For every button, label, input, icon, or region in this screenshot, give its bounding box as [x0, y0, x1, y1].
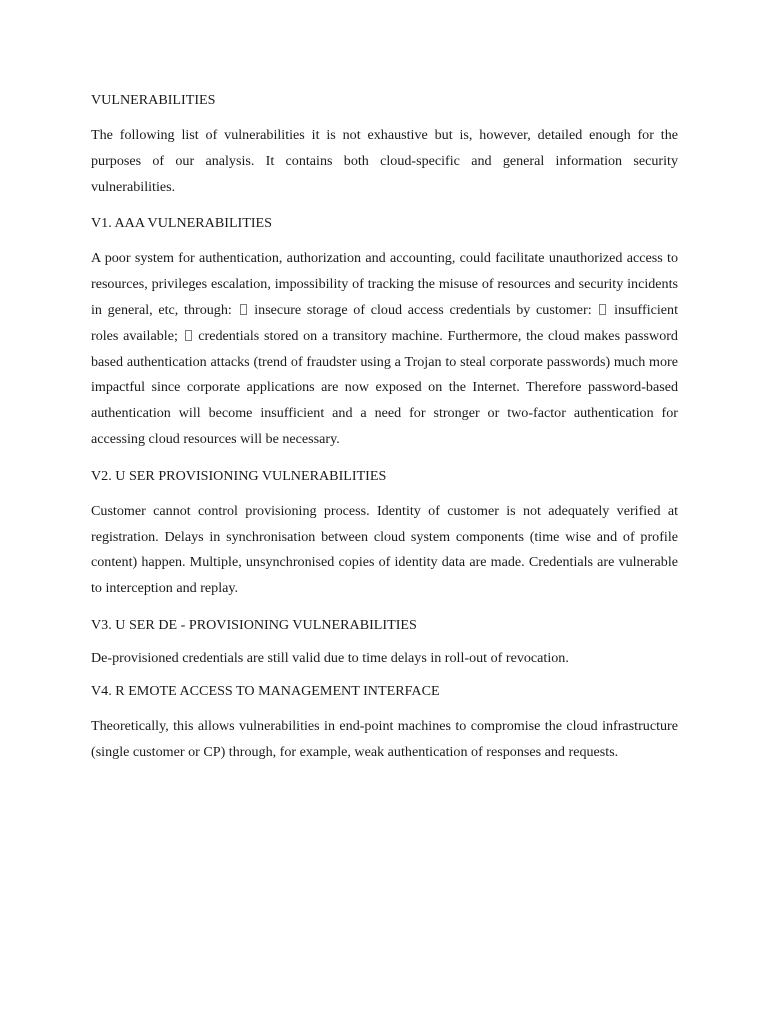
section-body-v1-intro: A poor system for authentication, authorization and accounting, could facilitate unauthorized access to resources, privileges escalation, impossibility of tracking the misuse of resources and security incidents in general, etc, through: [91, 250, 678, 318]
bullet-text-1: insecure storage of cloud access credentials by customer: [254, 301, 592, 318]
missing-glyph-icon [599, 304, 606, 315]
bullet-text-3: credentials stored on a transitory machine. [198, 327, 443, 344]
document-content [91, 90, 678, 779]
intro-paragraph: The following list of vulnerabilities it is not exhaustive but is, however, detailed enough for the purposes of our analysis. It contains both cloud-specific and general information security vulnerabilities. [91, 127, 678, 195]
section-heading-v3: V3. U SER DE - PROVISIONING VULNERABILITIES [91, 616, 417, 633]
section-heading-v4: V4. R EMOTE ACCESS TO MANAGEMENT INTERFACE [91, 682, 440, 699]
section-body-v3: De-provisioned credentials are still valid due to time delays in roll-out of revocation. [91, 649, 569, 666]
section-body-v1 [91, 246, 678, 452]
section-body-v1-conclusion: Furthermore, the cloud makes password based authentication attacks (trend of fraudster using a Trojan to steal corporate passwords) much more impactful since corporate applications are now exposed on the Internet. Therefore password-based authentication will become insufficient and a need for stronger or two-factor authentication for accessing cloud resources will be necessary. [91, 327, 678, 447]
section-body-v2: Customer cannot control provisioning process. Identity of customer is not adequately verified at registration. Delays in synchronisation between cloud system components (time wise and of profile content) happen. Multiple, unsynchronised copies of identity data are made. Credentials are vulnerable to interception and replay. [91, 502, 678, 597]
missing-glyph-icon [240, 304, 247, 315]
section-heading-v1: V1. AAA VULNERABILITIES [91, 215, 272, 232]
section-body-v4: Theoretically, this allows vulnerabilities in end-point machines to compromise the cloud infrastructure (single customer or CP) through, for example, weak authentication of responses and requests. [91, 717, 678, 760]
bullet-text-2: insufficient roles available; [91, 301, 678, 344]
document-title: VULNERABILITIES [91, 92, 216, 108]
section-heading-v2: V2. U SER PROVISIONING VULNERABILITIES [91, 467, 387, 484]
missing-glyph-icon [185, 330, 192, 341]
